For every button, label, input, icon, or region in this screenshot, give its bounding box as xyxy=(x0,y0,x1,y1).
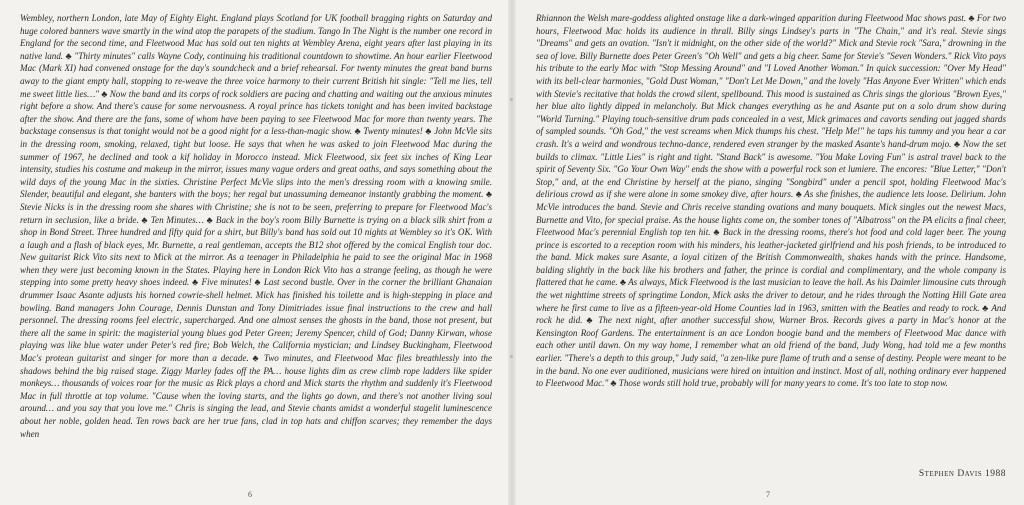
right-page-number: 7 xyxy=(766,490,770,499)
book-gutter xyxy=(508,0,516,505)
right-page-text: Rhiannon the Welsh mare-goddess alighted onstage like a dark-winged apparition during Fleetwood Mac shows past. ♣ For two hours, Fleetwood Mac holds its audience in thrall. Billy sings Lindsey's parts in "The Chain," and it's real. Stevie sings "Dreams" and gets an ovation. "Isn't it midnight, on the other side of the world?" Mick and Stevie rock "Sara," drowning in the sea of love. Billy Burnette does Peter Green's "Oh Well" and gets a big cheer. Same for Stevie's "Seven Wonders." Rick Vito pays his tribute to the early Mac with "Stop Messing Around" and "I Loved Another Woman." In quick succession: "Over My Head" with its bell-clear harmonies, "Gold Dust Woman," "Don't Let Me Down," and the lovely "Has Anyone Ever Written" which ends with Stevie's recitative that holds the crowd silent, spellbound. This mood is sustained as Chris sings the glorious "Brown Eyes," her blue alto lightly dipped in melancholy. But Mick changes everything as he and Asante put on a solo drum show during "World Turning." Playing touch-sensitive drum pads concealed in a vest, Mick grimaces and cavorts sending out jagged shards of sampled sounds. "Oh God," the vest screams when Mick thumps his chest. "Help Me!" he taps his tummy and you hear a car crash. It's a weird and wondrous techno-dance, rendered even stranger by the masked Asante's hand-drum mojo. ♣ Now the set builds to climax. "Little Lies" is right and tight. "Stand Back" is awesome. "You Make Loving Fun" is astral travel back to the spirit of Seventy Six. "Go Your Own Way" ends the show with a powerful rock son et lumiere. The encores: "Blue Letter," "Don't Stop," and, at the end Christine by herself at the piano, singing "Songbird" under a pencil spot, holding Fleetwood Mac's delirious crowd as if she were alone in some smokey dive, after hours. ♣ As she finishes, the audience lets loose. Delirium. John McVie introduces the band. Stevie and Chris receive standing ovations and many bouquets. Mick singles out the newest Macs, Burnette and Vito, for special praise. As the house lights come on, the somber tones of "Albatross" on the PA elicits a final cheer, Fleetwood Mac's perennial English top ten hit. ♣ Back in the dressing rooms, there's hot food and cold lager beer. The young prince is escorted to a reception room with his minders, his leather-jacketed girlfriend and his posh friends, to be introduced to the band. Mick makes sure Asante, a loyal citizen of the British Commonwealth, shakes hands with the prince. Handsome, balding slightly in the back like his brothers and father, the prince is cordial and complimentary, and the whole company is flattered that he came. ♣ As always, Mick Fleetwood is the last musician to leave the hall. As his Daimler limousine cuts through the wet nighttime streets of springtime London, Mick asks the driver to detour, and he rides through the Notting Hill Gate area where he first came to live as a fifteen-year-old Home Counties lad in 1963, smitten with the Beatles and ready to rock. ♣ And rock he did. ♣ The next night, after another successful show, Warner Bros. Records gives a party in Mac's honor at the Kensington Roof Gardens. The entertainment is an ace London boogie band and the members of Fleetwood Mac dance with each other until dawn. On my way home, I remember what an old friend of the band, Judy Wong, had told me a few months earlier. "There's a depth to this group," Judy said, "a zen-like pure flame of truth and a sense of destiny. People were meant to be in the band. No one ever auditioned, musicians were hired on intuition and instinct. Most of all, nothing ordinary ever happened to Fleetwood Mac." ♣ Those words still hold true, probably will for many years to come. It's too late to stop now. xyxy=(536,13,1006,389)
binding-hole xyxy=(510,355,513,358)
left-page-text: Wembley, northern London, late May of Eighty Eight. England plays Scotland for UK football bragging rights on Saturday and huge colored banners wave smartly in the wind atop the parapets of the stadium. Tango In The Night is the number one record in England for the second time, and Fleetwood Mac has sold out ten nights at Wembley Arena, eight years after last playing in its native land. ♣ "Thirty minutes" calls Wayne Cody, continuing his traditional countdown to showtime. An hour earlier Fleetwood Mac (Mark XI) had convened onstage for the day's soundcheck and a brief rehearsal. For twenty minutes the great band burns away to the giant empty hall, stopping to re-weave the three voice harmony to their current British hit single: "Tell me lies, tell me sweet little lies…" ♣ Now the band and its corps of rock soldiers are pacing and chatting and waiting out the anxious minutes right before a show. And there's cause for some nervousness. A royal prince has tickets tonight and has been invited backstage after the show. And there are the fans, some of whom have been paying to see Fleetwood Mac for more than twenty years. The backstage consensus is that tonight would not be a good night for a less-than-magic show. ♣ Twenty minutes! ♣ John McVie sits in the dressing room, smoking, relaxed, tight but loose. He says that when he was asked to join Fleetwood Mac during the summer of 1967, he declined and took a kif holiday in Morocco instead. Mick Fleetwood, six feet six inches of King Lear intensity, studies his costume and makeup in the mirror, issues many vague orders and great oaths, and says something about the wild days of the young Mac in the sixties. Christine Perfect McVie slips into the men's dressing room with a knowing smile. Slender, beautiful and elegant, she banters with the boys; her regal but unassuming demeanor instantly grabbing the moment. ♣ Stevie Nicks is in the dressing room she shares with Christine; she is not to be seen, preferring to prepare for Fleetwood Mac's return in seclusion, like a bride. ♣ Ten Minutes… ♣ Back in the boy's room Billy Burnette is trying on a black silk shirt from a shop in Bond Street. Three hundred and fifty quid for a shirt, but Billy's band has sold out 10 nights at Wembley so it's OK. With a laugh and a flash of black eyes, Mr. Burnette, a real gentleman, accepts the B12 shot offered by the comical English tour doc. New guitarist Rick Vito sits next to Mick at the mirror. As a teenager in Philadelphia he paid to see the original Mac in 1968 when they were just becoming known in the States. Playing here in London Rick Vito has a strange feeling, as though he were stepping into some pretty heavy shoes indeed. ♣ Five minutes! ♣ Last second bustle. Over in the corner the brilliant Ghanaian drummer Isaac Asante adjusts his horned cowrie-shell helmet. Mick has finished his toilette and is high-stepping in place and bowling. Band managers John Courage, Dennis Dunstan and Tony Dimitriades issue final instructions to the crew and hall personnel. The dressing rooms feel electric, supercharged. And one almost senses the ghosts in the band, those not present, but there all the same in spirit: the magisterial young blues god Peter Green; Jeremy Spencer, child of God; Danny Kirwan, whose playing was like blue water under Peter's red fire; Bob Welch, the California mystician; and Lindsey Buckingham, Fleetwood Mac's protean guitarist and singer for more than a decade. ♣ Two minutes, and Fleetwood Mac files breathlessly into the shadows behind the big raised stage. Ziggy Marley fades off the PA… house lights dim as crew climb rope ladders like spider monkeys… thousands of voices roar for the music as Rick plays a chord and Mick starts the rhythm and suddenly it's Fleetwood Mac in full throttle at top volume. "Cause when the loving starts, and the lights go down, and there's not another living soul around… and you say that you love me." Chris is singing the lead, and Stevie chants amidst a wonderful stagelit luminescence about her noble, golden head. Ten rows back are her true fans, clad in top hats and chiffon scarves; they remember the days when xyxy=(20,13,492,439)
binding-hole xyxy=(510,98,513,101)
left-page-number: 6 xyxy=(248,490,252,499)
right-page xyxy=(512,0,1024,505)
author-signature: Stephen Davis 1988 xyxy=(918,469,1006,479)
